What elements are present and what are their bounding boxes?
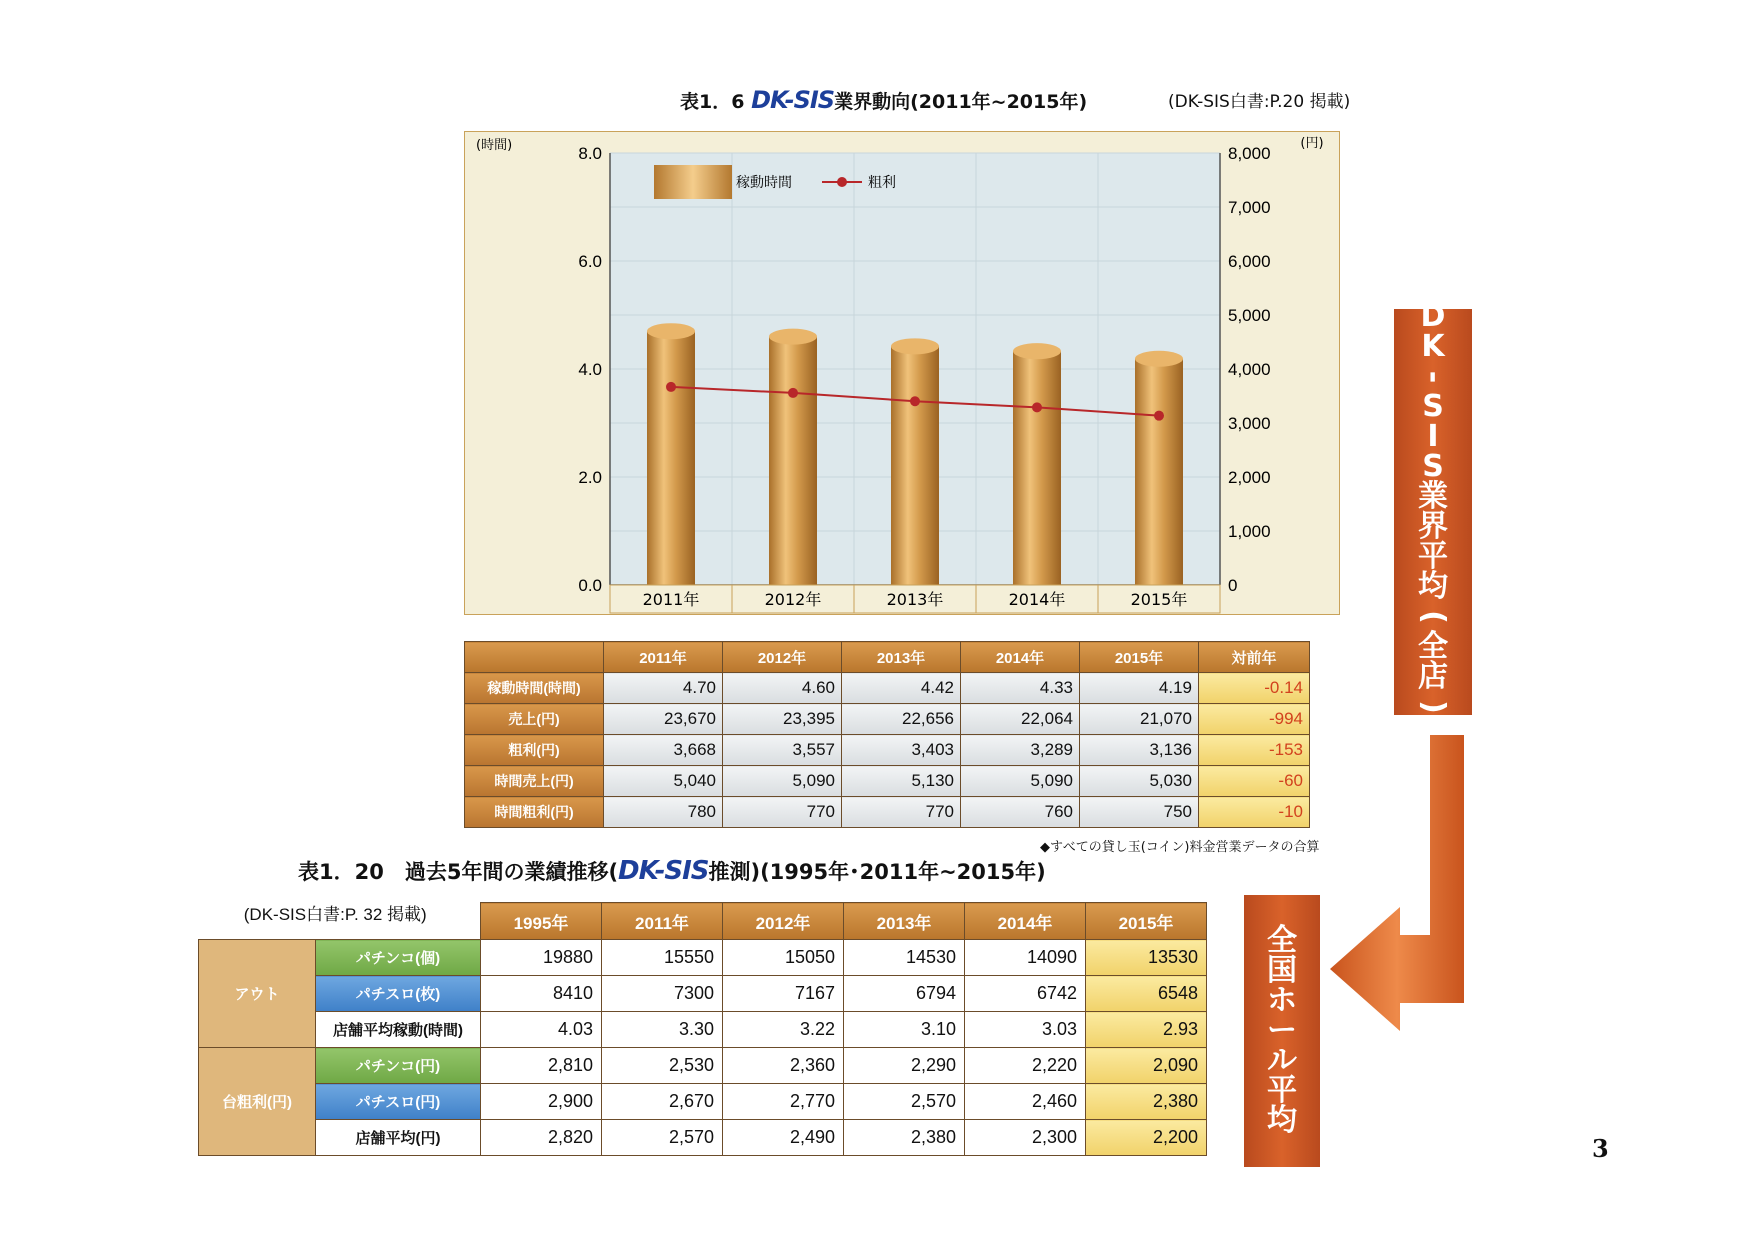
table-cell: 4.70 bbox=[604, 673, 723, 704]
table-cell: 4.03 bbox=[481, 1012, 602, 1048]
table-cell: 2,090 bbox=[1086, 1048, 1207, 1084]
page-number: 3 bbox=[1592, 1134, 1609, 1163]
banner-char: I bbox=[1427, 419, 1439, 454]
table2-header: 1995年 bbox=[481, 903, 602, 940]
footnote: ◆すべての貸し玉(コイン)料金営業データの合算 bbox=[1040, 840, 1320, 855]
bar bbox=[1013, 351, 1061, 585]
table-cell: 8410 bbox=[481, 976, 602, 1012]
table-cell: 2,200 bbox=[1086, 1120, 1207, 1156]
table1-header: 対前年 bbox=[1199, 642, 1310, 673]
national-hall-average-banner bbox=[1244, 895, 1320, 1167]
row-label: 時間売上(円) bbox=[465, 766, 604, 797]
title2-prefix: 表1．20 過去5年間の業績推移( bbox=[298, 860, 619, 884]
performance-history-table bbox=[198, 902, 1207, 1156]
table-cell: 15550 bbox=[602, 940, 723, 976]
table-cell: 3.22 bbox=[723, 1012, 844, 1048]
banner-char: ー bbox=[1267, 1013, 1297, 1048]
table2-header: 2011年 bbox=[602, 903, 723, 940]
year-over-year-cell: -153 bbox=[1199, 735, 1310, 766]
table1-header: 2014年 bbox=[961, 642, 1080, 673]
table-cell: 2,810 bbox=[481, 1048, 602, 1084]
banner-char: 均 bbox=[1267, 1103, 1297, 1138]
table-cell: 6742 bbox=[965, 976, 1086, 1012]
table-cell: 2,490 bbox=[723, 1120, 844, 1156]
right-tick-label: 7,000 bbox=[1228, 198, 1271, 217]
right-tick-label: 0 bbox=[1228, 576, 1238, 595]
right-tick-label: 2,000 bbox=[1228, 468, 1271, 487]
banner-char: D bbox=[1420, 299, 1446, 334]
table-cell: 2,570 bbox=[844, 1084, 965, 1120]
table-cell: 750 bbox=[1080, 797, 1199, 828]
row-label: 稼動時間(時間) bbox=[465, 673, 604, 704]
banner-char: ) bbox=[1416, 700, 1451, 714]
category-label: 2012年 bbox=[764, 590, 822, 609]
banner-char: 業 bbox=[1418, 479, 1448, 514]
right-tick-label: 1,000 bbox=[1228, 522, 1271, 541]
table-cell: 3.30 bbox=[602, 1012, 723, 1048]
table2-header: 2015年 bbox=[1086, 903, 1207, 940]
banner-char: ホ bbox=[1267, 983, 1297, 1018]
bar-cap bbox=[1135, 351, 1183, 367]
title2-text: 推測)(1995年･2011年~2015年) bbox=[708, 860, 1046, 884]
table-cell: 2.93 bbox=[1086, 1012, 1207, 1048]
table-cell: 6548 bbox=[1086, 976, 1207, 1012]
table-row bbox=[199, 1012, 1207, 1048]
table-cell: 3,668 bbox=[604, 735, 723, 766]
table-row bbox=[199, 1048, 1207, 1084]
bar bbox=[891, 346, 939, 585]
table-row bbox=[199, 976, 1207, 1012]
bar-cap bbox=[1013, 343, 1061, 359]
category-label: 2013年 bbox=[886, 590, 944, 609]
table-cell: 22,064 bbox=[961, 704, 1080, 735]
table-cell: 3.10 bbox=[844, 1012, 965, 1048]
table-cell: 2,820 bbox=[481, 1120, 602, 1156]
left-tick-label: 2.0 bbox=[578, 468, 602, 487]
dk-sis-logo: DK-SIS bbox=[618, 856, 709, 886]
arrow-icon bbox=[1330, 735, 1470, 1035]
table-cell: 3,289 bbox=[961, 735, 1080, 766]
table-cell: 770 bbox=[842, 797, 961, 828]
table-cell: 22,656 bbox=[842, 704, 961, 735]
category-label: 2015年 bbox=[1130, 590, 1188, 609]
banner-char: 全 bbox=[1418, 629, 1448, 664]
bar bbox=[769, 337, 817, 585]
table-cell: 2,570 bbox=[602, 1120, 723, 1156]
group-label: 台粗利(円) bbox=[199, 1048, 316, 1156]
row-label: パチスロ(円) bbox=[316, 1084, 481, 1120]
table-cell: 2,670 bbox=[602, 1084, 723, 1120]
table-cell: 2,290 bbox=[844, 1048, 965, 1084]
table-cell: 4.42 bbox=[842, 673, 961, 704]
title1-prefix: 表1．6 bbox=[680, 91, 745, 113]
legend-line-marker bbox=[837, 177, 847, 187]
banner-char: 平 bbox=[1267, 1073, 1297, 1108]
table-cell: 2,530 bbox=[602, 1048, 723, 1084]
banner-char: 界 bbox=[1418, 509, 1448, 544]
table-cell: 19880 bbox=[481, 940, 602, 976]
row-label: 店舗平均(円) bbox=[316, 1120, 481, 1156]
banner-char: ( bbox=[1416, 610, 1451, 624]
banner-char: 均 bbox=[1418, 569, 1448, 604]
table-row bbox=[199, 1120, 1207, 1156]
row-label: 店舗平均稼動(時間) bbox=[316, 1012, 481, 1048]
table-cell: 770 bbox=[723, 797, 842, 828]
banner-char: 店 bbox=[1418, 659, 1448, 694]
source-note-2: (DK-SIS白書:P. 32 掲載) bbox=[243, 905, 427, 925]
banner-char: K bbox=[1421, 329, 1445, 364]
table-cell: 15050 bbox=[723, 940, 844, 976]
table-cell: 3,136 bbox=[1080, 735, 1199, 766]
table2-header: 2014年 bbox=[965, 903, 1086, 940]
table-cell: 5,090 bbox=[723, 766, 842, 797]
table-cell: 2,360 bbox=[723, 1048, 844, 1084]
category-label: 2011年 bbox=[642, 590, 700, 609]
line-point bbox=[788, 388, 798, 398]
title1-text: 業界動向(2011年~2015年) bbox=[834, 91, 1088, 113]
right-tick-label: 4,000 bbox=[1228, 360, 1271, 379]
table-cell: 3,557 bbox=[723, 735, 842, 766]
table-cell: 14530 bbox=[844, 940, 965, 976]
table-cell: 2,220 bbox=[965, 1048, 1086, 1084]
year-over-year-cell: -10 bbox=[1199, 797, 1310, 828]
banner-char: 平 bbox=[1418, 539, 1448, 574]
right-axis bbox=[1228, 144, 1271, 595]
table1-header: 2011年 bbox=[604, 642, 723, 673]
row-label: パチンコ(円) bbox=[316, 1048, 481, 1084]
table-cell: 5,130 bbox=[842, 766, 961, 797]
table-cell: 5,090 bbox=[961, 766, 1080, 797]
table1-corner bbox=[465, 642, 604, 673]
table1-header: 2012年 bbox=[723, 642, 842, 673]
banner-char: 全 bbox=[1267, 923, 1297, 958]
banner-char: S bbox=[1422, 389, 1444, 424]
table-cell: 4.19 bbox=[1080, 673, 1199, 704]
table-row bbox=[199, 940, 1207, 976]
table-cell: 7300 bbox=[602, 976, 723, 1012]
table-cell: 23,670 bbox=[604, 704, 723, 735]
table2-title bbox=[298, 856, 1046, 886]
table2-header: 2012年 bbox=[723, 903, 844, 940]
line-point bbox=[1032, 402, 1042, 412]
table-row bbox=[199, 1084, 1207, 1120]
line-point bbox=[910, 396, 920, 406]
category-axis bbox=[610, 585, 1220, 613]
table-cell: 760 bbox=[961, 797, 1080, 828]
table-cell: 7167 bbox=[723, 976, 844, 1012]
table-cell: 21,070 bbox=[1080, 704, 1199, 735]
table-row bbox=[465, 797, 1310, 828]
table-cell: 2,380 bbox=[1086, 1084, 1207, 1120]
table-row bbox=[465, 735, 1310, 766]
table-cell: 2,900 bbox=[481, 1084, 602, 1120]
line-point bbox=[1154, 411, 1164, 421]
left-axis-unit: (時間) bbox=[476, 138, 513, 153]
year-over-year-cell: -60 bbox=[1199, 766, 1310, 797]
table1-title bbox=[680, 86, 1087, 114]
table-cell: 3,403 bbox=[842, 735, 961, 766]
row-label: 売上(円) bbox=[465, 704, 604, 735]
legend-bar-swatch bbox=[654, 165, 732, 199]
year-over-year-cell: -994 bbox=[1199, 704, 1310, 735]
table-row bbox=[465, 704, 1310, 735]
table2-header: 2013年 bbox=[844, 903, 965, 940]
industry-average-banner bbox=[1394, 299, 1472, 715]
right-tick-label: 5,000 bbox=[1228, 306, 1271, 325]
table-cell: 5,030 bbox=[1080, 766, 1199, 797]
bar-cap bbox=[891, 338, 939, 354]
table-cell: 3.03 bbox=[965, 1012, 1086, 1048]
table-cell: 13530 bbox=[1086, 940, 1207, 976]
row-label: 粗利(円) bbox=[465, 735, 604, 766]
row-label: 時間粗利(円) bbox=[465, 797, 604, 828]
row-label: パチスロ(枚) bbox=[316, 976, 481, 1012]
table-cell: 2,460 bbox=[965, 1084, 1086, 1120]
table-cell: 23,395 bbox=[723, 704, 842, 735]
category-label: 2014年 bbox=[1008, 590, 1066, 609]
table-cell: 780 bbox=[604, 797, 723, 828]
bar-cap bbox=[647, 323, 695, 339]
right-axis-unit: (円) bbox=[1300, 136, 1324, 151]
left-tick-label: 0.0 bbox=[578, 576, 602, 595]
table1-header: 2015年 bbox=[1080, 642, 1199, 673]
right-tick-label: 6,000 bbox=[1228, 252, 1271, 271]
table-row bbox=[465, 766, 1310, 797]
table-cell: 14090 bbox=[965, 940, 1086, 976]
table-cell: 4.60 bbox=[723, 673, 842, 704]
banner-char: - bbox=[1415, 370, 1451, 384]
table-cell: 2,770 bbox=[723, 1084, 844, 1120]
banner-char: 国 bbox=[1267, 953, 1297, 988]
table-cell: 4.33 bbox=[961, 673, 1080, 704]
legend-line-label: 粗利 bbox=[868, 175, 896, 191]
bar bbox=[1135, 359, 1183, 585]
bar bbox=[647, 331, 695, 585]
source-note-1: (DK-SIS白書:P.20 掲載) bbox=[1168, 92, 1351, 112]
industry-trend-chart bbox=[464, 131, 1340, 615]
table-cell: 6794 bbox=[844, 976, 965, 1012]
bar-cap bbox=[769, 329, 817, 345]
right-tick-label: 8,000 bbox=[1228, 144, 1271, 163]
line-point bbox=[666, 382, 676, 392]
row-label: パチンコ(個) bbox=[316, 940, 481, 976]
legend-bar-label: 稼動時間 bbox=[736, 175, 792, 191]
left-tick-label: 4.0 bbox=[578, 360, 602, 379]
table-cell: 2,380 bbox=[844, 1120, 965, 1156]
table-row bbox=[465, 673, 1310, 704]
industry-trend-table bbox=[464, 641, 1310, 828]
right-tick-label: 3,000 bbox=[1228, 414, 1271, 433]
table-cell: 5,040 bbox=[604, 766, 723, 797]
left-tick-label: 8.0 bbox=[578, 144, 602, 163]
table-cell: 2,300 bbox=[965, 1120, 1086, 1156]
table1-header: 2013年 bbox=[842, 642, 961, 673]
group-label: アウト bbox=[199, 940, 316, 1048]
banner-char: ル bbox=[1267, 1043, 1297, 1078]
dk-sis-logo: DK-SIS bbox=[751, 86, 835, 114]
year-over-year-cell: -0.14 bbox=[1199, 673, 1310, 704]
left-tick-label: 6.0 bbox=[578, 252, 602, 271]
banner-char: S bbox=[1422, 449, 1444, 484]
